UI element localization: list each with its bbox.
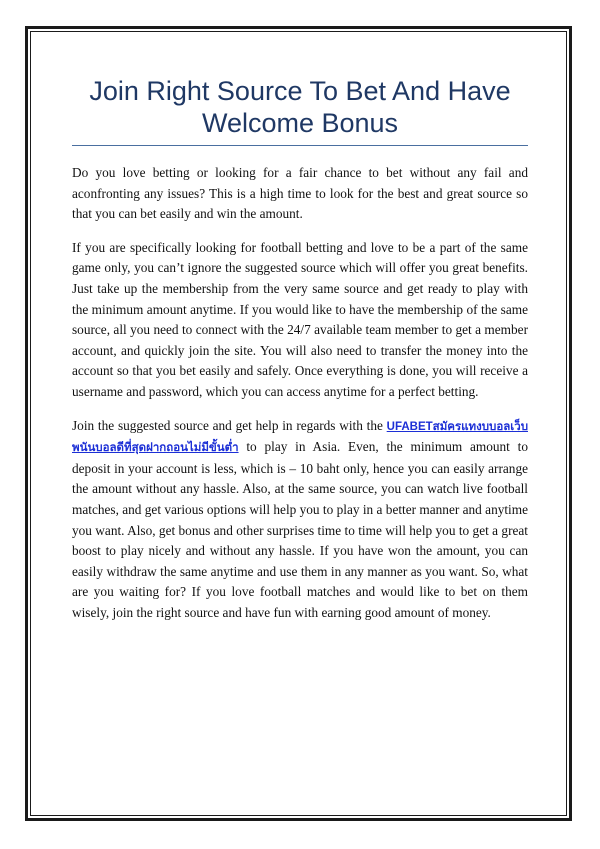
ufabet-link[interactable]: UFABETสมัครแทงบบอลเว็บพนันบอลดีที่สุดฝากถอนไม่มีขั้นต่ำ <box>72 420 528 455</box>
document-body <box>72 72 528 636</box>
paragraph-1: Do you love betting or looking for a fair chance to bet without any fail and aconfronting any issues? This is a high time to look for the best and great source so that you can bet easily and win the amount. <box>72 165 528 222</box>
paragraph-3-lead: Join the suggested source and get help in regards with the <box>72 417 387 433</box>
page-title: Join Right Source To Bet And Have Welcome Bonus <box>89 76 511 138</box>
title-divider <box>72 145 528 146</box>
paragraph-3 <box>72 416 528 624</box>
paragraph-3-rest: to play in Asia. Even, the minimum amount to deposit in your account is less, which is – 10 baht only, hence you can easily arrange the amount without any hassle. Also, at the same source, you can watch live football matches, and get various options will help you to play in a better manner and anytime you want. Also, get bonus and other surprises time to time will help you to get a great boost to play nicely and without any hassle. If you have won the amount, you can easily withdraw the same anytime and use them in any manner as you want. So, what are you waiting for? If you love football matches and would like to bet on them wisely, join the right source and have fun with earning good amount of money. <box>72 439 528 620</box>
paragraph-2: If you are specifically looking for football betting and love to be a part of the same game only, you can’t ignore the suggested source which will offer you great benefits. Just take up the membership from the very same source and get ready to play with the minimum amount anytime. If you would like to have the membership of the same source, all you need to connect with the 24/7 available team member to get a member account, and quickly join the site. You will also need to transfer the money into the account so that you bet easily and safely. Once everything is done, you will receive a username and password, which you can access anytime for a perfect betting. <box>72 239 528 399</box>
